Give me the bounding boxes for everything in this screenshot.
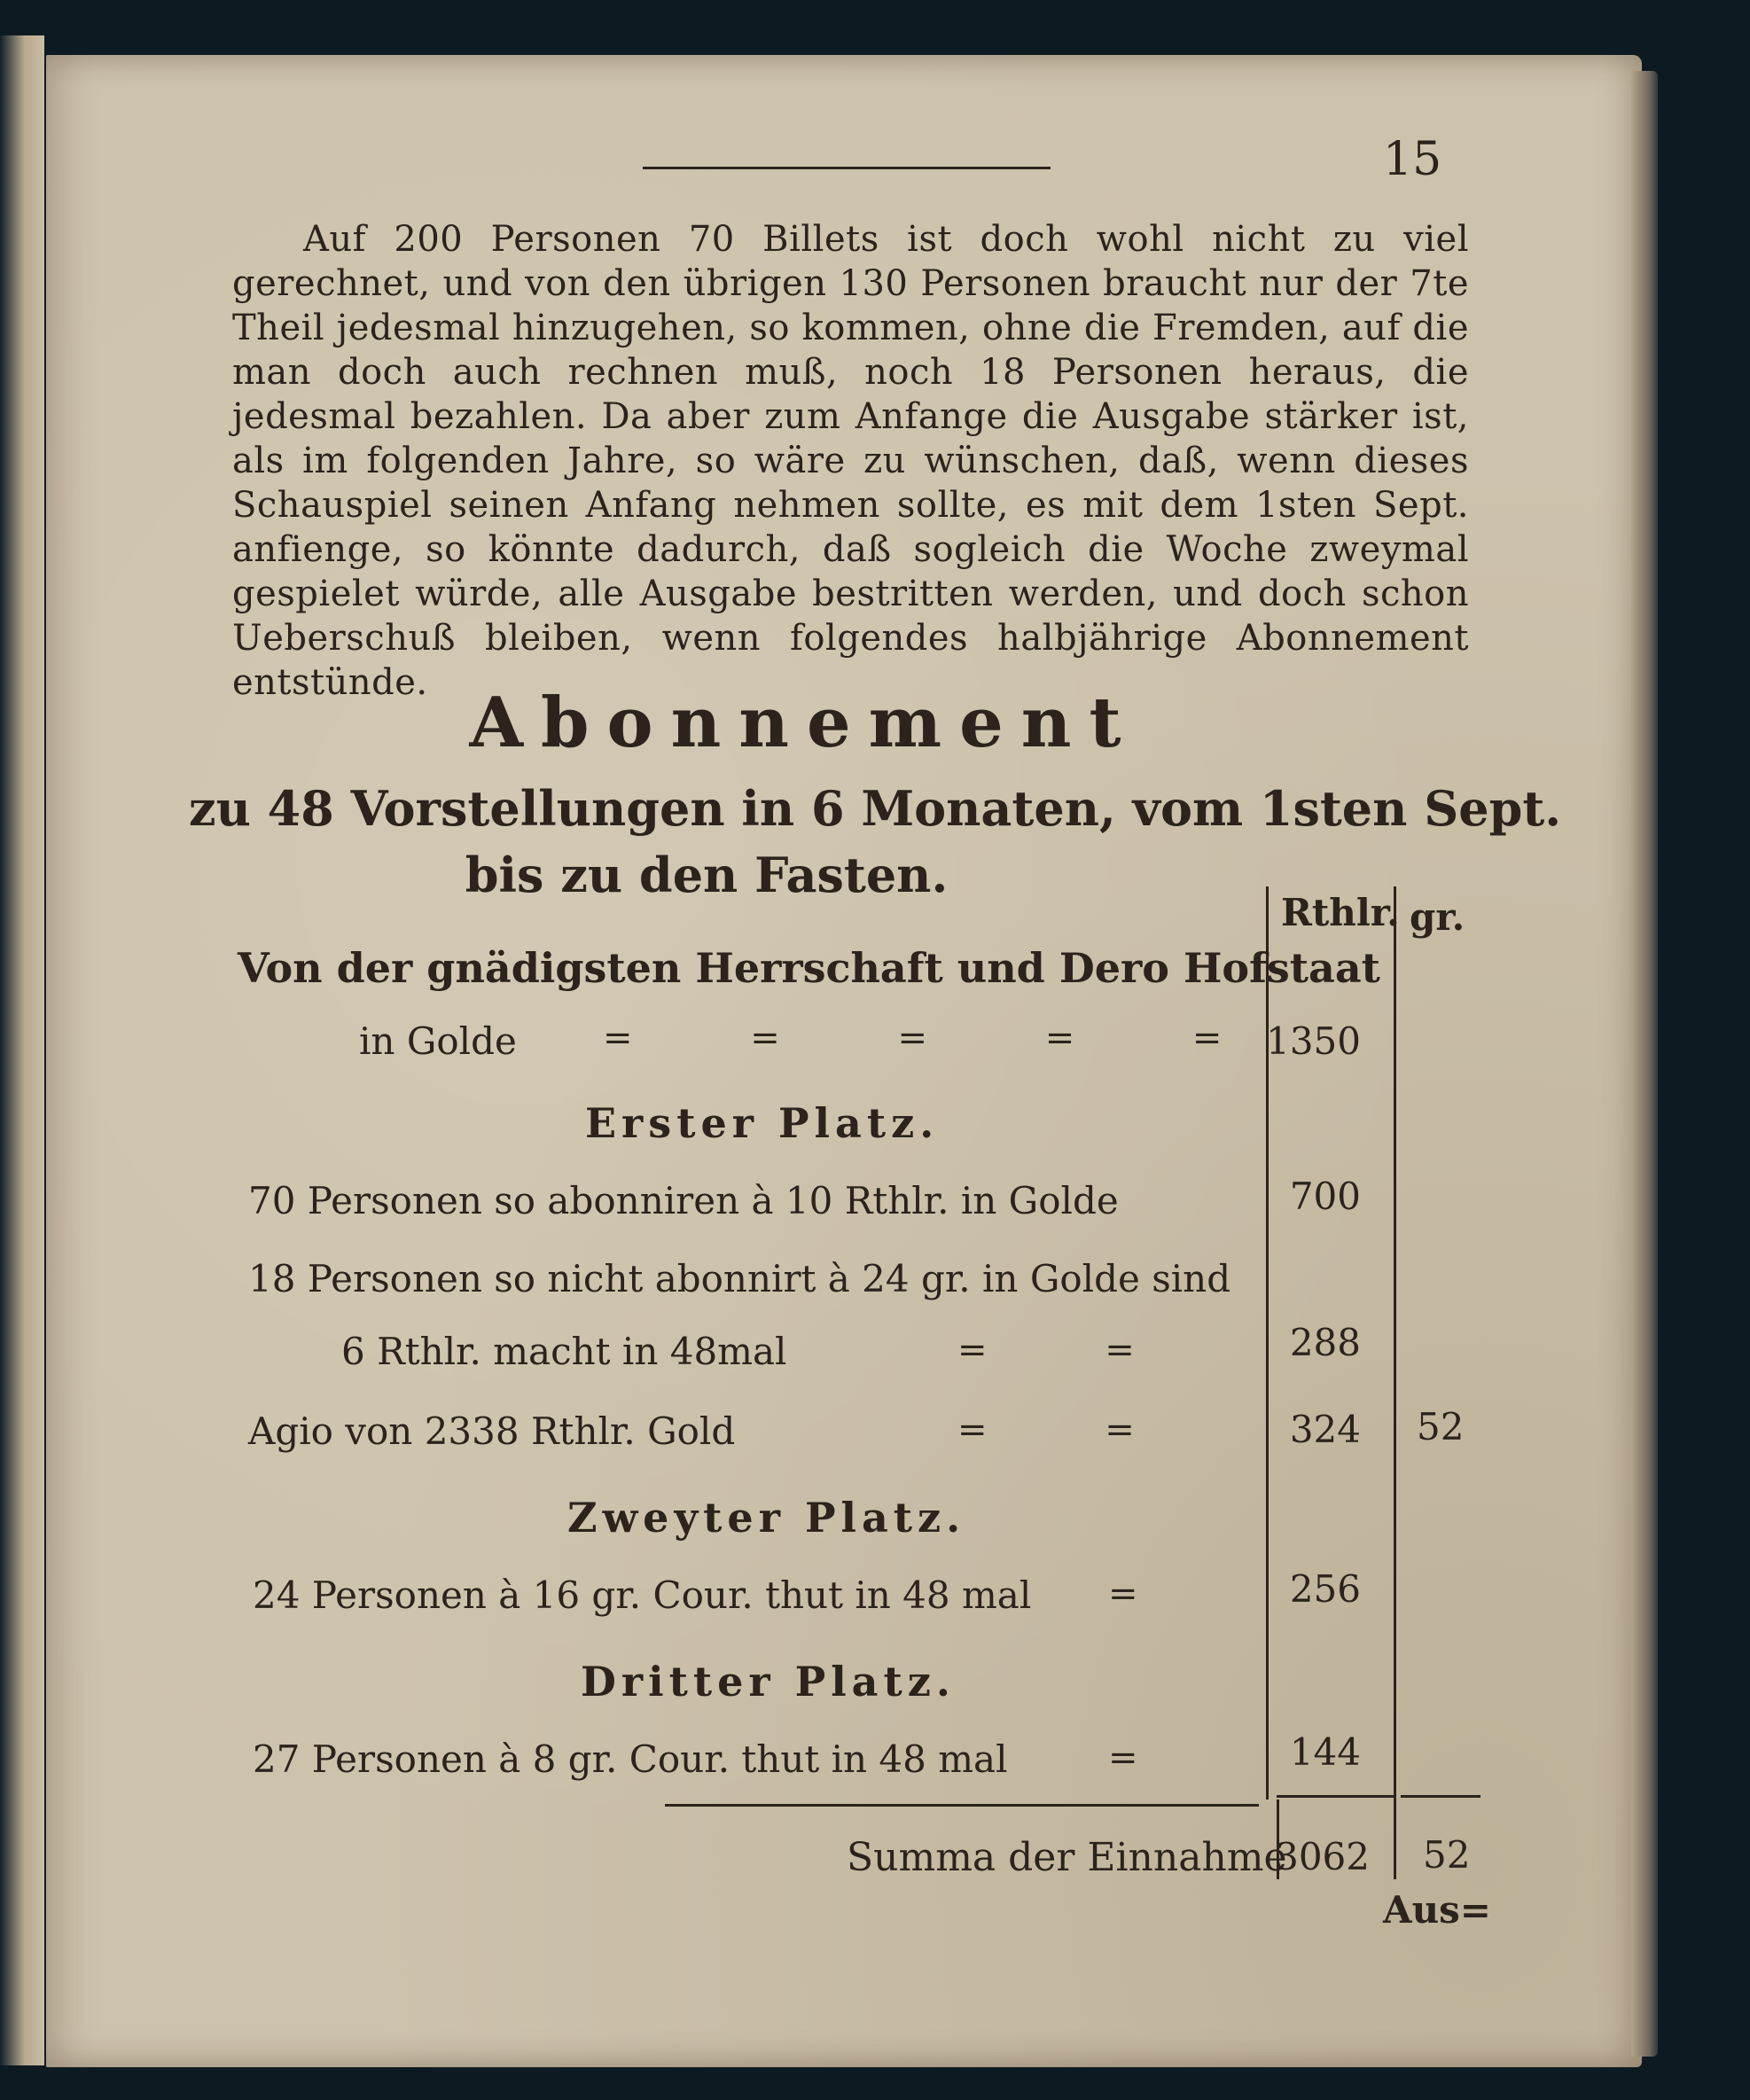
row-27-amount: 144 xyxy=(1289,1730,1361,1774)
sum-gr: 52 xyxy=(1423,1833,1471,1877)
row-18-dots: = = xyxy=(957,1330,1188,1370)
row-herrschaft-line-2: in Golde xyxy=(359,1019,517,1063)
paragraph: Auf 200 Personen 70 Billets ist doch wohl nicht zu viel gerechnet, und von den übrigen 130 Personen braucht nur der 7te Theil jedesmal hinzugehen, so kommen, ohne die Fremden, auf die man doch auch rechnen muß, noch 18 Personen heraus, die jedesmal bezahlen. Da aber zum Anfange die Ausgabe stärker ist, als im folgenden Jahre, so wäre zu wünschen, daß, wenn dieses Schauspiel seinen Anfang nehmen sollte, es mit dem 1sten Sept. anfienge, so könnte dadurch, daß sogleich die Woche zweymal gespielet würde, alle Ausgabe bestritten werden, und doch schon Ueberschuß bleiben, wenn folgendes halbjährige Abonnement entstünde. xyxy=(232,219,1469,703)
row-18-personen-line-2: 6 Rthlr. macht in 48mal xyxy=(341,1330,787,1373)
row-18-personen-line-1: 18 Personen so nicht abonnirt à 24 gr. in Golde sind xyxy=(248,1257,1231,1300)
row-24-personen: 24 Personen à 16 gr. Cour. thut in 48 mal xyxy=(253,1573,1032,1617)
row-27-dots: = xyxy=(1108,1737,1191,1778)
page-edge xyxy=(1631,71,1658,2057)
row-70-personen: 70 Personen so abonniren à 10 Rthlr. in Golde xyxy=(248,1179,1119,1222)
header-rule xyxy=(643,167,1051,169)
sum-amount: 3062 xyxy=(1275,1835,1370,1878)
row-18-amount: 288 xyxy=(1289,1321,1361,1364)
column-header-rthlr: Rthlr. xyxy=(1281,891,1400,934)
row-24-amount: 256 xyxy=(1289,1567,1361,1611)
row-agio-amount: 324 xyxy=(1289,1408,1361,1451)
book-spine xyxy=(0,35,44,2065)
page-title: Abonnement xyxy=(469,683,1139,763)
row-herrschaft-dots: = = = = = xyxy=(603,1018,1276,1058)
sum-rule-right xyxy=(1401,1795,1480,1798)
row-agio-gr: 52 xyxy=(1417,1405,1465,1448)
subtitle-line-1: zu 48 Vorstellungen in 6 Monaten, vom 1sten Sept. xyxy=(188,780,1562,837)
catchword: Aus= xyxy=(1383,1888,1491,1932)
section-erster-platz: Erster Platz. xyxy=(585,1099,940,1147)
row-70-amount: 700 xyxy=(1289,1175,1361,1218)
section-dritter-platz: Dritter Platz. xyxy=(581,1658,956,1706)
page-number: 15 xyxy=(1383,133,1442,186)
row-herrschaft-amount: 1350 xyxy=(1266,1019,1361,1063)
column-rule-middle xyxy=(1394,886,1396,1879)
subtitle-line-2: bis zu den Fasten. xyxy=(465,847,949,903)
column-header-gr: gr. xyxy=(1410,895,1465,939)
row-herrschaft-line-1: Von der gnädigsten Herrschaft und Dero Hofstaat xyxy=(238,944,1380,992)
sum-label: Summa der Einnahme xyxy=(847,1835,1287,1880)
section-zweyter-platz: Zweyter Platz. xyxy=(567,1494,966,1542)
row-agio-dots: = = xyxy=(957,1409,1188,1450)
row-agio: Agio von 2338 Rthlr. Gold xyxy=(248,1409,736,1453)
sum-rule-mid xyxy=(1277,1795,1394,1798)
sum-rule-left xyxy=(665,1804,1259,1807)
row-24-dots: = xyxy=(1108,1573,1191,1614)
row-27-personen: 27 Personen à 8 gr. Cour. thut in 48 mal xyxy=(253,1737,1008,1781)
